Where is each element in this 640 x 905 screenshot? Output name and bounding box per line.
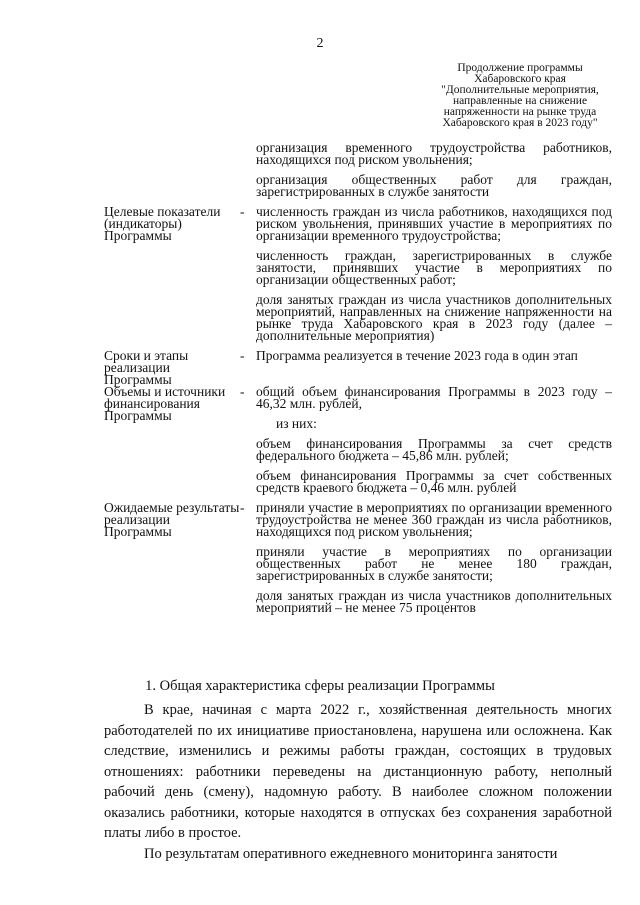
passport-row — [104, 502, 612, 622]
body-text — [104, 700, 612, 864]
passport-row-content — [256, 206, 612, 350]
passport-row-label: Целевые показатели (индикаторы) Программы — [104, 204, 221, 243]
body-paragraph: По результатам оперативного ежедневного мониторинга занятости — [144, 845, 558, 862]
passport-row-dash: - — [240, 348, 245, 363]
header-note — [420, 63, 620, 129]
passport-paragraph: численность граждан из числа работников, находящихся под риском увольнения, принявших участие в мероприятиях по организации временного трудоустройства; — [256, 204, 612, 243]
passport-paragraph: из них: — [276, 416, 317, 431]
passport-paragraph: организация временного трудоустройства работников, находящихся под риском увольнения; — [256, 140, 612, 167]
passport-row — [104, 350, 612, 386]
section-title: 1. Общая характеристика сферы реализации Программы — [145, 678, 495, 694]
passport-row-dash: - — [240, 384, 245, 399]
passport-paragraph: приняли участие в мероприятиях по организации общественных работ не менее 180 граждан, зарегистрированных в службе занятости; — [256, 544, 612, 583]
passport-row-content — [256, 502, 612, 622]
header-note-line: напряженности на рынке труда — [443, 106, 597, 118]
passport-paragraph: доля занятых граждан из числа участников дополнительных мероприятий, направленных на снижение напряженности на рынке труда Хабаровского края в 2023 году (далее – дополнительные мероприятия) — [256, 292, 612, 343]
passport-paragraph: численность граждан, зарегистрированных в службе занятости, принявших участие в мероприятиях по организации общественных работ; — [256, 248, 612, 287]
passport-paragraph: организация общественных работ для граждан, зарегистрированных в службе занятости — [256, 172, 612, 199]
passport-row — [104, 386, 612, 502]
body-paragraph: В крае, начиная с марта 2022 г., хозяйственная деятельность многих работодателей по их инициативе приостановлена, нарушена или осложнена. Как следствие, изменились и режимы работы граждан, состоящих в трудовых отношениях: работники переведены на дистанционную работу, неполный рабочий день (смену), надомную работу. В наиболее сложном положении оказались работники, которые находятся в отпусках без сохранения заработной платы либо в простое. — [104, 702, 612, 841]
passport-row — [104, 206, 612, 350]
passport-paragraph: приняли участие в мероприятиях по организации временного трудоустройства не менее 360 граждан из числа работников, находящихся под риском увольнения; — [256, 500, 612, 539]
header-note-line: Хабаровского края в 2023 году" — [442, 117, 598, 129]
passport-row-content — [256, 142, 612, 206]
passport-row-label: Ожидаемые результаты реализации Программы — [104, 500, 240, 539]
page-number: 2 — [316, 36, 324, 51]
header-note-line: Продолжение программы — [457, 62, 583, 74]
passport-row-dash — [240, 142, 256, 206]
header-note-line: "Дополнительные мероприятия, — [441, 84, 599, 96]
passport-row-label — [104, 142, 240, 206]
passport-paragraph: доля занятых граждан из числа участников дополнительных мероприятий – не менее 75 процентов — [256, 588, 612, 615]
passport-row-content — [256, 386, 612, 502]
passport-paragraph: общий объем финансирования Программы в 2023 году – 46,32 млн. рублей, — [256, 384, 612, 411]
header-note-line: Хабаровского края — [474, 73, 566, 85]
passport-paragraph: Программа реализуется в течение 2023 года в один этап — [256, 348, 578, 363]
passport-row-label: Сроки и этапы реализации Программы — [104, 348, 189, 387]
program-passport-table — [104, 142, 612, 622]
passport-row-dash: - — [240, 500, 245, 515]
passport-paragraph: объем финансирования Программы за счет собственных средств краевого бюджета – 0,46 млн. рублей — [256, 468, 612, 495]
header-note-line: направленные на снижение — [452, 95, 588, 107]
passport-row — [104, 142, 612, 206]
passport-row-label: Объемы и источники финансирования Программы — [104, 384, 226, 423]
passport-row-content — [256, 350, 612, 386]
passport-row-dash: - — [240, 204, 245, 219]
passport-paragraph: объем финансирования Программы за счет средств федерального бюджета – 45,86 млн. рублей; — [256, 436, 612, 463]
